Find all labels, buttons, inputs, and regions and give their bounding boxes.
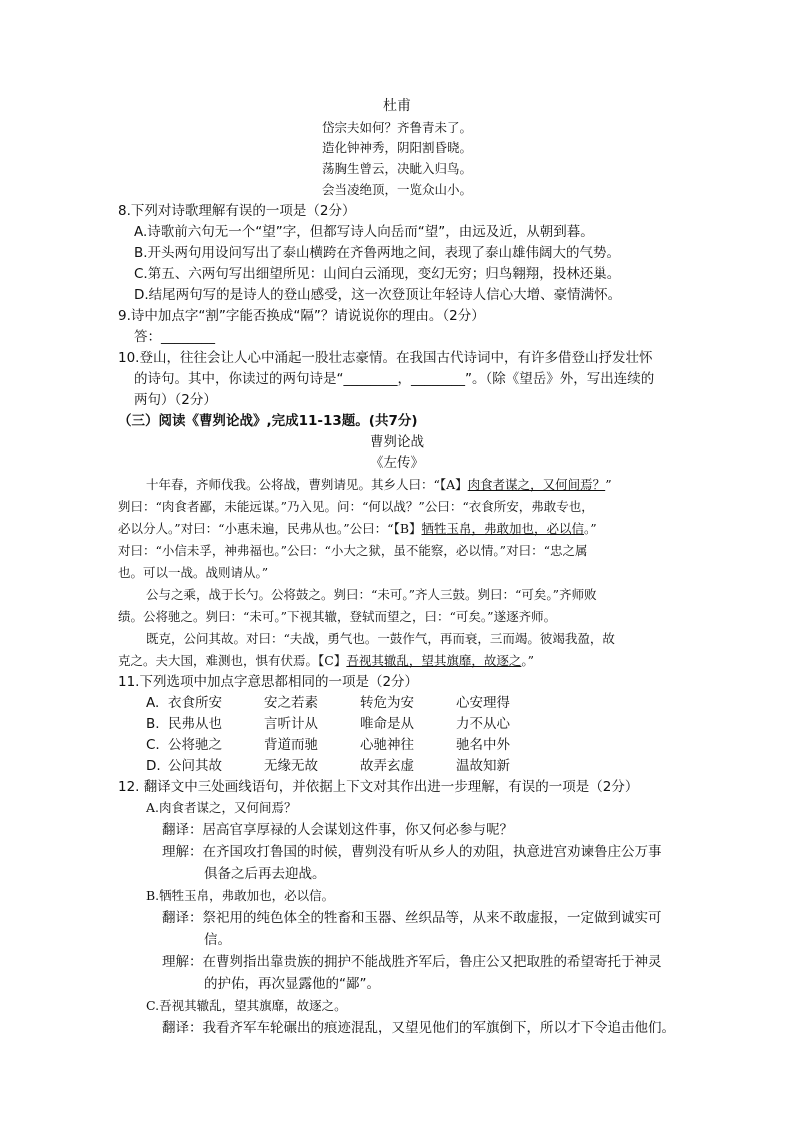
q9-stem: 9.诗中加点字“割”字能否换成“隔”？请说说你的理由。（2分） <box>118 308 485 324</box>
passage-p1-line-5: 也。可以一战。战则请从。” <box>118 565 269 580</box>
option-letter: A. <box>146 695 160 711</box>
option-word: 衣食所安 <box>168 695 222 711</box>
q12-b-translation-1: 翻译：祭祀用的纯色体全的牲畜和玉器、丝织品等，从来不敢虚报，一定做到诚实可 <box>162 910 662 926</box>
underlined-sentence-a: 肉食者谋之，又何间焉？ <box>467 477 606 492</box>
passage-p3-line-1: 既克，公问其故。对曰：“夫战，勇气也。一鼓作气，再而衰，三而竭。彼竭我盈，故 <box>146 631 615 646</box>
poem-line-2 <box>0 138 794 158</box>
option-letter: D. <box>146 758 161 774</box>
option-word: 心安理得 <box>456 695 510 711</box>
q11-stem: 11.下列选项中加点字意思都相同的一项是（2分） <box>118 674 419 690</box>
passage-p1-line-3 <box>118 519 597 539</box>
q12-b-understanding-1: 理解：在曹刿指出靠贵族的拥护不能战胜齐军后，鲁庄公又把取胜的希望寄托于神灵 <box>162 954 662 970</box>
passage-p2-line-1: 公与之乘，战于长勺。公将鼓之。刿曰：“未可。”齐人三鼓。刿曰：“可矣。”齐师败 <box>146 587 597 602</box>
passage-text: ” <box>605 477 612 492</box>
option-word: 言听计从 <box>264 716 318 732</box>
option-letter: C. <box>146 737 160 753</box>
passage-text: 。” <box>521 653 534 668</box>
option-word: 故弄玄虚 <box>360 758 414 774</box>
q11-option-c <box>146 735 552 755</box>
q11-option-b <box>146 714 552 734</box>
q12-b-understanding-2: 的护佑，再次显露他的“鄙”。 <box>204 976 380 992</box>
passage-p2-line-2: 绩。公将驰之。刿曰：“未可。”下视其辙，登轼而望之，曰：“可矣。”遂逐齐师。 <box>118 609 557 624</box>
option-word: 转危为安 <box>360 695 414 711</box>
q12-c-translation: 翻译：我看齐军车轮碾出的痕迹混乱，又望见他们的军旗倒下，所以才下令追击他们。 <box>162 1020 675 1036</box>
q8-stem: 8.下列对诗歌理解有误的一项是（2分） <box>118 203 356 219</box>
q8-option-b: B.开头两句用设问写出了泰山横跨在齐鲁两地之间，表现了泰山雄伟阔大的气势。 <box>134 245 621 261</box>
poem-line-2-text: 造化钟神秀，阴阳割昏晓。 <box>321 140 472 155</box>
poem-author: 杜甫 <box>383 98 411 114</box>
q12-a-quote: A.肉食者谋之，又何间焉？ <box>146 800 297 815</box>
passage-source: 《左传》 <box>370 455 424 471</box>
q8-option-a: A.诗歌前六句无一个“望”字，但都写诗人向岳而“望”，由远及近，从朝到暮。 <box>134 224 594 240</box>
poem-line-1: 岱宗夫如何？齐鲁青未了。 <box>321 120 472 135</box>
option-word: 温故知新 <box>456 758 510 774</box>
passage-p1-line-4: 对曰：“小信未孚，神弗福也。”公曰：“小大之狱，虽不能察，必以情。”对曰：“忠之属 <box>118 543 588 558</box>
underlined-sentence-b: 牺牲玉帛，弗敢加也，必以信 <box>421 521 585 536</box>
q11-option-a <box>146 693 552 713</box>
q12-b-translation-2: 信。 <box>204 932 231 948</box>
q12-a-understanding-2: 俱备之后再去迎战。 <box>204 866 326 882</box>
passage-title: 曹刿论战 <box>370 434 424 450</box>
passage-text: 必以分人。”对曰：“小惠未遍，民弗从也。”公曰：“【B】 <box>118 521 422 536</box>
poem-line-4: 会当凌绝顶，一览众山小。 <box>321 182 472 197</box>
option-word: 公将驰之 <box>168 737 222 753</box>
q10-line-3: 两句）（2分） <box>134 392 217 408</box>
option-word: 心驰神往 <box>360 737 414 753</box>
option-word: 背道而驰 <box>264 737 318 753</box>
option-word: 唯命是从 <box>360 716 414 732</box>
q11-option-d <box>146 756 552 776</box>
q10-line-1: 10.登山，往往会让人心中涌起一股壮志豪情。在我国古代诗词中，有许多借登山抒发壮怀 <box>118 350 653 366</box>
q10-line-2: 的诗句。其中，你读过的两句诗是“________，________”。（除《望岳》外，写出连续的 <box>134 371 655 387</box>
passage-p3-line-2 <box>118 651 534 671</box>
q9-answer-label: 答：________ <box>134 329 215 345</box>
passage-text: 克之。夫大国，难测也，惧有伏焉。【C】 <box>118 653 347 668</box>
option-word: 无缘无故 <box>264 758 318 774</box>
q12-b-quote: B.牺牲玉帛，弗敢加也，必以信。 <box>146 888 335 903</box>
option-word: 民弗从也 <box>168 716 222 732</box>
q12-a-understanding-1: 理解：在齐国攻打鲁国的时候，曹刿没有听从乡人的劝阻，执意进宫劝谏鲁庄公万事 <box>162 844 662 860</box>
underlined-sentence-c: 吾视其辙乱，望其旗靡，故逐之 <box>346 653 522 668</box>
passage-p1-line-1 <box>146 475 612 495</box>
q12-c-quote: C.吾视其辙乱，望其旗靡，故逐之。 <box>146 998 347 1013</box>
poem-line-3: 荡胸生曾云，决眦入归鸟。 <box>321 161 472 176</box>
q8-option-d: D.结尾两句写的是诗人的登山感受，这一次登顶让年轻诗人信心大增、豪情满怀。 <box>134 287 622 303</box>
option-word: 安之若素 <box>264 695 318 711</box>
q12-stem: 12. 翻译文中三处画线语句，并依据上下文对其作出进一步理解，有误的一项是（2分） <box>118 779 639 795</box>
section3-heading: （三）阅读《曹刿论战》,完成11-13题。(共7分) <box>118 413 418 429</box>
q12-a-translation: 翻译：居高官享厚禄的人会谋划这件事，你又何必参与呢？ <box>162 822 513 838</box>
passage-p1-line-2: 刿曰：“肉食者鄙，未能远谋。”乃入见。问：“何以战？”公曰：“衣食所安，弗敢专也， <box>118 499 594 514</box>
passage-text: 。” <box>584 521 597 536</box>
option-word: 力不从心 <box>456 716 510 732</box>
option-word: 公问其故 <box>168 758 222 774</box>
passage-text: 十年春，齐师伐我。公将战，曹刿请见。其乡人曰：“【A】 <box>146 477 468 492</box>
option-word: 驰名中外 <box>456 737 510 753</box>
q8-option-c: C.第五、六两句写出细望所见：山间白云涌现，变幻无穷；归鸟翱翔，投林还巢。 <box>134 266 621 282</box>
option-letter: B. <box>146 716 160 732</box>
